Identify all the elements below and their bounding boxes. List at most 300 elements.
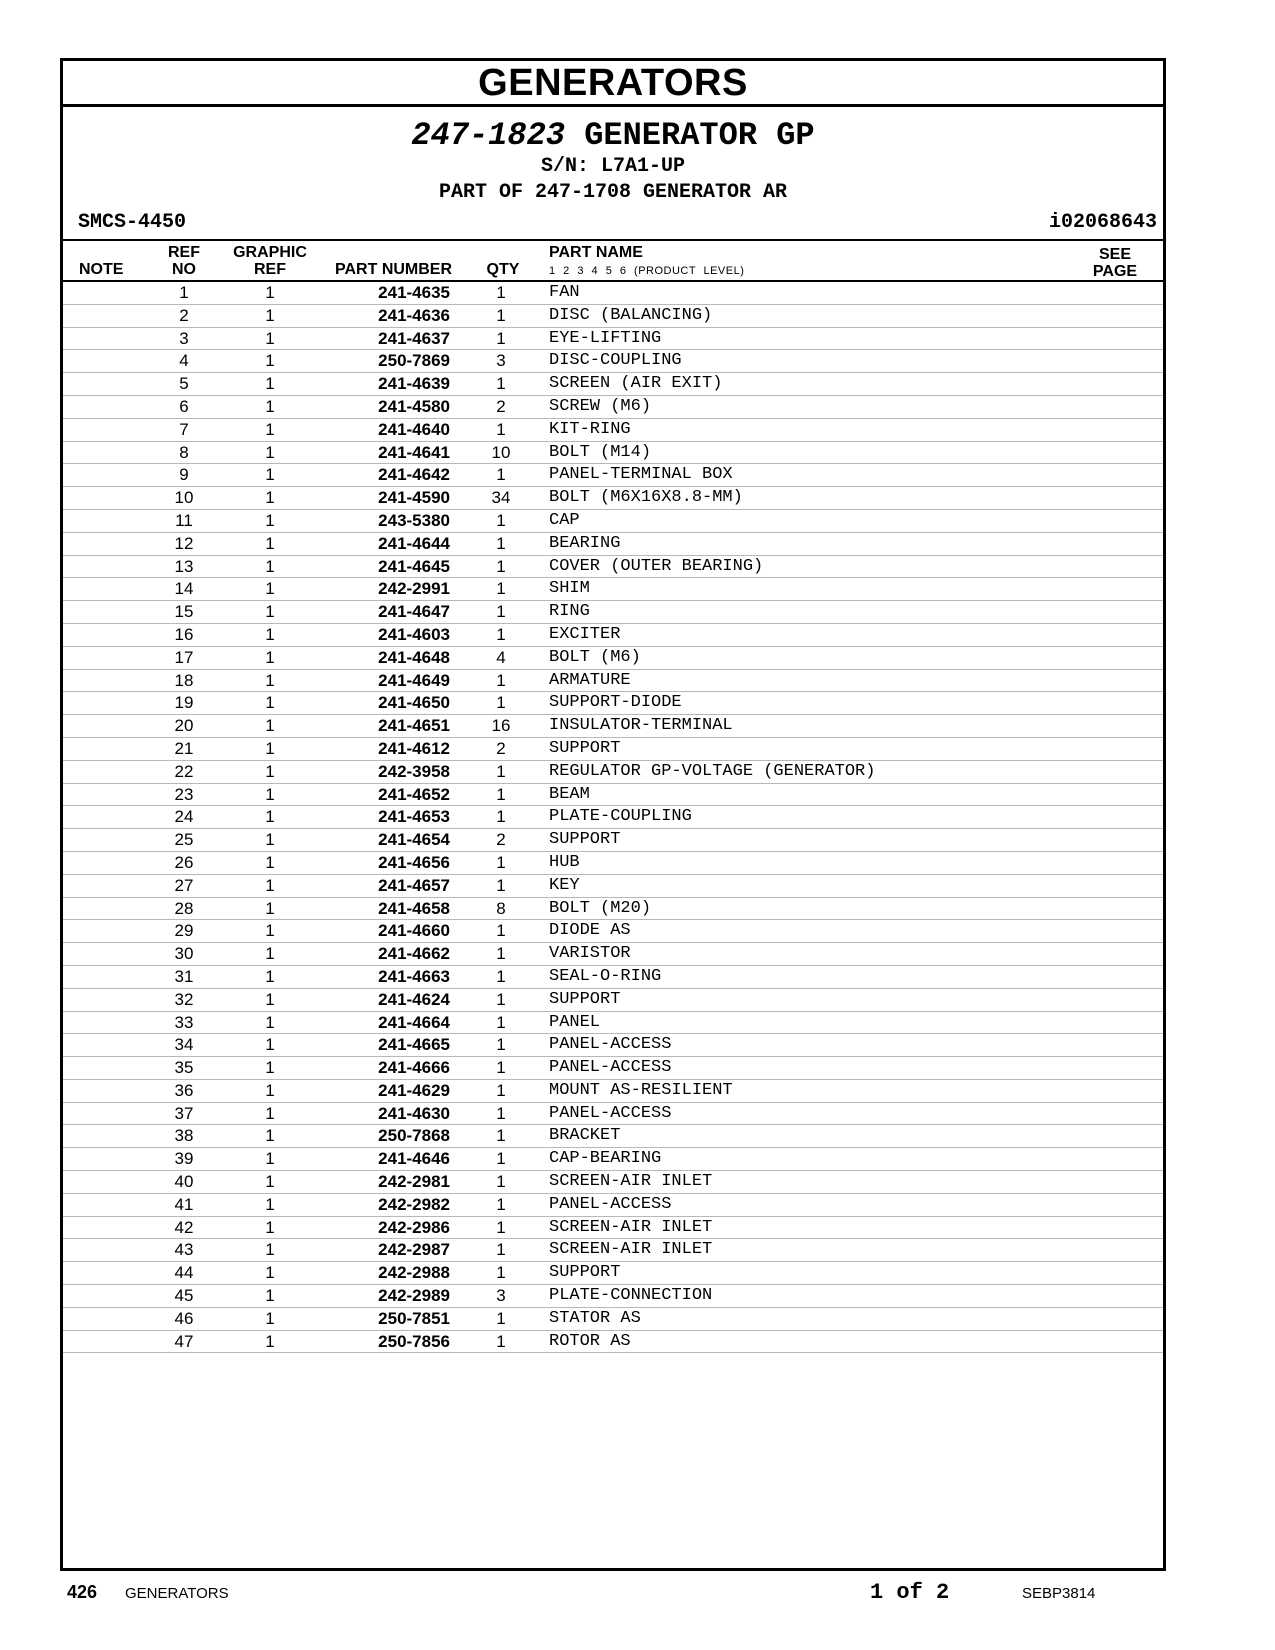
ref-no: 10: [174, 488, 194, 508]
quantity: 1: [496, 533, 506, 553]
table-row: [63, 510, 1163, 533]
graphic-ref: 1: [265, 989, 275, 1009]
part-name: PANEL: [549, 1012, 601, 1032]
header-qty: QTY: [486, 261, 520, 278]
part-name: SEAL-O-RING: [549, 966, 662, 986]
ref-no: 30: [174, 944, 194, 964]
ref-no: 47: [174, 1331, 194, 1351]
part-number: 241-4603: [378, 624, 450, 644]
table-row: [63, 1103, 1163, 1126]
part-name: CAP-BEARING: [549, 1149, 662, 1169]
quantity: 2: [496, 738, 506, 758]
table-row: [63, 464, 1163, 487]
table-row: [63, 556, 1163, 579]
table-row: [63, 533, 1163, 556]
header-product-levels: 1 2 3 4 5 6 (PRODUCT LEVEL): [549, 265, 745, 277]
graphic-ref: 1: [265, 488, 275, 508]
part-name: SCREEN-AIR INLET: [549, 1217, 713, 1237]
ref-no: 5: [179, 374, 189, 394]
part-number: 242-2986: [378, 1217, 450, 1237]
part-number: 241-4646: [378, 1149, 450, 1169]
quantity: 1: [496, 1126, 506, 1146]
part-name: MOUNT AS-RESILIENT: [549, 1080, 733, 1100]
table-row: [63, 943, 1163, 966]
quantity: 1: [496, 305, 506, 325]
graphic-ref: 1: [265, 875, 275, 895]
table-row: [63, 966, 1163, 989]
graphic-ref: 1: [265, 1172, 275, 1192]
header-graphic-bottom: REF: [254, 261, 286, 278]
graphic-ref: 1: [265, 784, 275, 804]
ref-no: 24: [174, 807, 194, 827]
ref-no: 35: [174, 1058, 194, 1078]
graphic-ref: 1: [265, 1217, 275, 1237]
graphic-ref: 1: [265, 670, 275, 690]
graphic-ref: 1: [265, 624, 275, 644]
table-row: [63, 578, 1163, 601]
quantity: 34: [491, 488, 511, 508]
part-number: 241-4590: [378, 488, 450, 508]
page-frame: [60, 58, 1166, 1571]
quantity: 8: [496, 898, 506, 918]
quantity: 1: [496, 1149, 506, 1169]
ref-no: 31: [174, 966, 194, 986]
part-number: 241-4665: [378, 1035, 450, 1055]
part-name: VARISTOR: [549, 944, 631, 964]
table-row: [63, 1148, 1163, 1171]
graphic-ref: 1: [265, 374, 275, 394]
part-number: 241-4650: [378, 693, 450, 713]
table-row: [63, 442, 1163, 465]
quantity: 1: [496, 510, 506, 530]
part-number: 241-4653: [378, 807, 450, 827]
quantity: 1: [496, 1331, 506, 1351]
ref-no: 12: [174, 533, 194, 553]
part-name: RING: [549, 602, 590, 622]
part-number: 241-4656: [378, 852, 450, 872]
table-row: [63, 1217, 1163, 1240]
table-row: [63, 829, 1163, 852]
quantity: 1: [496, 374, 506, 394]
graphic-ref: 1: [265, 1126, 275, 1146]
table-row: [63, 784, 1163, 807]
part-number: 241-4640: [378, 419, 450, 439]
graphic-ref: 1: [265, 579, 275, 599]
group-header: [63, 118, 1163, 205]
header-part-number: PART NUMBER: [335, 261, 453, 278]
quantity: 1: [496, 944, 506, 964]
header-ref-top: REF: [168, 244, 200, 261]
graphic-ref: 1: [265, 716, 275, 736]
part-name: SHIM: [549, 579, 590, 599]
part-number: 242-2987: [378, 1240, 450, 1260]
graphic-ref: 1: [265, 1308, 275, 1328]
graphic-ref: 1: [265, 830, 275, 850]
ref-no: 39: [174, 1149, 194, 1169]
part-number: 242-3958: [378, 761, 450, 781]
section-title: GENERATORS: [63, 61, 1163, 107]
table-row: [63, 487, 1163, 510]
graphic-ref: 1: [265, 807, 275, 827]
ref-no: 6: [179, 396, 189, 416]
quantity: 1: [496, 283, 506, 302]
part-name: BOLT (M6): [549, 647, 641, 667]
quantity: 1: [496, 579, 506, 599]
table-row: [63, 373, 1163, 396]
ref-no: 19: [174, 693, 194, 713]
part-name: BOLT (M14): [549, 442, 652, 462]
part-name: PANEL-TERMINAL BOX: [549, 465, 733, 485]
ref-no: 33: [174, 1012, 194, 1032]
table-row: [63, 1331, 1163, 1354]
graphic-ref: 1: [265, 761, 275, 781]
quantity: 1: [496, 1103, 506, 1123]
quantity: 1: [496, 1240, 506, 1260]
part-name: BEARING: [549, 533, 621, 553]
serial-range: S/N: L7A1-UP: [540, 155, 686, 178]
ref-no: 41: [174, 1194, 194, 1214]
table-row: [63, 282, 1163, 305]
ref-no: 29: [174, 921, 194, 941]
part-name: SUPPORT-DIODE: [549, 693, 682, 713]
table-row: [63, 601, 1163, 624]
graphic-ref: 1: [265, 966, 275, 986]
ref-no: 1: [179, 283, 189, 302]
quantity: 1: [496, 1080, 506, 1100]
part-number: 241-4660: [378, 921, 450, 941]
graphic-ref: 1: [265, 1194, 275, 1214]
graphic-ref: 1: [265, 738, 275, 758]
quantity: 1: [496, 761, 506, 781]
quantity: 1: [496, 921, 506, 941]
table-row: [63, 1308, 1163, 1331]
graphic-ref: 1: [265, 1149, 275, 1169]
part-number: 241-4652: [378, 784, 450, 804]
part-name: SUPPORT: [549, 1263, 621, 1283]
ref-no: 2: [179, 305, 189, 325]
part-number: 241-4630: [378, 1103, 450, 1123]
part-number: 241-4648: [378, 647, 450, 667]
part-number: 242-2981: [378, 1172, 450, 1192]
table-row: [63, 396, 1163, 419]
ref-no: 15: [174, 602, 194, 622]
header-part-name: PART NAME: [549, 244, 643, 261]
ref-no: 20: [174, 716, 194, 736]
part-name: BOLT (M6X16X8.8-MM): [549, 488, 743, 508]
part-number: 241-4662: [378, 944, 450, 964]
quantity: 1: [496, 1172, 506, 1192]
smcs-code: SMCS-4450: [78, 211, 187, 234]
part-name: ROTOR AS: [549, 1331, 631, 1351]
part-number: 250-7868: [378, 1126, 450, 1146]
ref-no: 36: [174, 1080, 194, 1100]
quantity: 3: [496, 351, 506, 371]
part-name: CAP: [549, 510, 580, 530]
ref-no: 7: [179, 419, 189, 439]
table-row: [63, 305, 1163, 328]
quantity: 1: [496, 670, 506, 690]
table-row: [63, 350, 1163, 373]
part-number: 250-7851: [378, 1308, 450, 1328]
part-number: 241-4649: [378, 670, 450, 690]
graphic-ref: 1: [265, 283, 275, 302]
table-row: [63, 920, 1163, 943]
quantity: 10: [491, 442, 511, 462]
part-name: COVER (OUTER BEARING): [549, 556, 764, 576]
graphic-ref: 1: [265, 921, 275, 941]
quantity: 1: [496, 1263, 506, 1283]
graphic-ref: 1: [265, 442, 275, 462]
part-number: 241-4637: [378, 328, 450, 348]
part-name: KIT-RING: [549, 419, 631, 439]
graphic-ref: 1: [265, 1286, 275, 1306]
part-number: 241-4636: [378, 305, 450, 325]
part-number: 243-5380: [378, 510, 450, 530]
graphic-ref: 1: [265, 533, 275, 553]
ref-no: 32: [174, 989, 194, 1009]
part-number: 241-4629: [378, 1080, 450, 1100]
part-name: HUB: [549, 852, 580, 872]
quantity: 1: [496, 556, 506, 576]
graphic-ref: 1: [265, 465, 275, 485]
part-name: INSULATOR-TERMINAL: [549, 716, 733, 736]
ref-no: 21: [174, 738, 194, 758]
graphic-ref: 1: [265, 944, 275, 964]
ref-no: 37: [174, 1103, 194, 1123]
ref-no: 18: [174, 670, 194, 690]
table-row: [63, 328, 1163, 351]
quantity: 1: [496, 1217, 506, 1237]
ref-no: 22: [174, 761, 194, 781]
part-name: SUPPORT: [549, 989, 621, 1009]
part-name: ARMATURE: [549, 670, 631, 690]
ref-no: 3: [179, 328, 189, 348]
graphic-ref: 1: [265, 1080, 275, 1100]
graphic-ref: 1: [265, 1263, 275, 1283]
table-row: [63, 1125, 1163, 1148]
quantity: 1: [496, 1058, 506, 1078]
graphic-ref: 1: [265, 1058, 275, 1078]
part-name: BRACKET: [549, 1126, 621, 1146]
table-row: [63, 852, 1163, 875]
part-number: 242-2988: [378, 1263, 450, 1283]
meta-row: [63, 211, 1163, 235]
part-number: 241-4641: [378, 442, 450, 462]
graphic-ref: 1: [265, 556, 275, 576]
graphic-ref: 1: [265, 396, 275, 416]
ref-no: 25: [174, 830, 194, 850]
quantity: 3: [496, 1286, 506, 1306]
ref-no: 45: [174, 1286, 194, 1306]
graphic-ref: 1: [265, 693, 275, 713]
table-row: [63, 1171, 1163, 1194]
quantity: 1: [496, 1012, 506, 1032]
part-name: DIODE AS: [549, 921, 631, 941]
header-ref-bottom: NO: [172, 261, 196, 278]
part-number: 241-4654: [378, 830, 450, 850]
ref-no: 42: [174, 1217, 194, 1237]
table-row: [63, 1239, 1163, 1262]
graphic-ref: 1: [265, 647, 275, 667]
ref-no: 43: [174, 1240, 194, 1260]
table-row: [63, 692, 1163, 715]
quantity: 1: [496, 966, 506, 986]
table-row: [63, 1012, 1163, 1035]
table-header: [63, 239, 1163, 282]
header-ref-no: [163, 244, 205, 278]
part-number: 241-4658: [378, 898, 450, 918]
part-name: PANEL-ACCESS: [549, 1194, 672, 1214]
part-name: PLATE-COUPLING: [549, 807, 692, 827]
part-name: SUPPORT: [549, 738, 621, 758]
part-name: BOLT (M20): [549, 898, 652, 918]
ref-no: 38: [174, 1126, 194, 1146]
table-row: [63, 1285, 1163, 1308]
ref-no: 16: [174, 624, 194, 644]
parts-table-body: [63, 282, 1163, 1353]
ref-no: 14: [174, 579, 194, 599]
header-graphic-ref: [230, 244, 310, 278]
quantity: 4: [496, 647, 506, 667]
part-of: PART OF 247-1708 GENERATOR AR: [438, 181, 788, 204]
table-row: [63, 1194, 1163, 1217]
table-row: [63, 875, 1163, 898]
part-number: 241-4651: [378, 716, 450, 736]
quantity: 1: [496, 465, 506, 485]
document-id: i02068643: [1048, 211, 1157, 234]
table-row: [63, 1262, 1163, 1285]
part-number: 242-2989: [378, 1286, 450, 1306]
page-of: 1 of 2: [870, 1580, 950, 1605]
table-row: [63, 989, 1163, 1012]
quantity: 1: [496, 784, 506, 804]
part-number: 241-4624: [378, 989, 450, 1009]
part-number: 242-2991: [378, 579, 450, 599]
graphic-ref: 1: [265, 510, 275, 530]
part-number: 241-4647: [378, 602, 450, 622]
part-name: BEAM: [549, 784, 590, 804]
part-name: REGULATOR GP-VOLTAGE (GENERATOR): [549, 761, 876, 781]
part-number: 241-4644: [378, 533, 450, 553]
part-name: PANEL-ACCESS: [549, 1058, 672, 1078]
quantity: 1: [496, 875, 506, 895]
graphic-ref: 1: [265, 1103, 275, 1123]
part-name: PANEL-ACCESS: [549, 1103, 672, 1123]
ref-no: 26: [174, 852, 194, 872]
ref-no: 23: [174, 784, 194, 804]
part-name: SCREW (M6): [549, 396, 652, 416]
table-row: [63, 1080, 1163, 1103]
part-name: KEY: [549, 875, 580, 895]
group-name: GENERATOR GP: [584, 117, 815, 154]
part-number: 241-4657: [378, 875, 450, 895]
part-number: 241-4645: [378, 556, 450, 576]
graphic-ref: 1: [265, 419, 275, 439]
graphic-ref: 1: [265, 898, 275, 918]
part-name: SCREEN-AIR INLET: [549, 1172, 713, 1192]
table-row: [63, 624, 1163, 647]
part-number: 241-4663: [378, 966, 450, 986]
footer-section: GENERATORS: [125, 1585, 229, 1602]
part-number: 241-4580: [378, 396, 450, 416]
quantity: 1: [496, 852, 506, 872]
quantity: 1: [496, 807, 506, 827]
quantity: 1: [496, 989, 506, 1009]
quantity: 1: [496, 602, 506, 622]
table-row: [63, 670, 1163, 693]
group-title: [63, 118, 1163, 154]
graphic-ref: 1: [265, 328, 275, 348]
header-note: NOTE: [79, 261, 124, 278]
table-row: [63, 647, 1163, 670]
quantity: 1: [496, 419, 506, 439]
graphic-ref: 1: [265, 351, 275, 371]
part-number: 241-4612: [378, 738, 450, 758]
part-name: PLATE-CONNECTION: [549, 1286, 713, 1306]
quantity: 1: [496, 1308, 506, 1328]
ref-no: 17: [174, 647, 194, 667]
quantity: 1: [496, 1035, 506, 1055]
ref-no: 4: [179, 351, 189, 371]
part-name: SCREEN-AIR INLET: [549, 1240, 713, 1260]
part-name: DISC (BALANCING): [549, 305, 713, 325]
page-number: 426: [67, 1582, 98, 1602]
graphic-ref: 1: [265, 1331, 275, 1351]
table-row: [63, 806, 1163, 829]
document-code: SEBP3814: [1022, 1585, 1096, 1602]
ref-no: 8: [179, 442, 189, 462]
part-number: 241-4664: [378, 1012, 450, 1032]
ref-no: 40: [174, 1172, 194, 1192]
table-row: [63, 898, 1163, 921]
ref-no: 11: [175, 510, 193, 530]
header-see-bottom: PAGE: [1092, 263, 1138, 280]
part-number: 241-4635: [378, 283, 450, 302]
part-name: SUPPORT: [549, 830, 621, 850]
part-number: 241-4642: [378, 465, 450, 485]
part-name: DISC-COUPLING: [549, 351, 682, 371]
table-row: [63, 1057, 1163, 1080]
part-name: STATOR AS: [549, 1308, 641, 1328]
part-number: 242-2982: [378, 1194, 450, 1214]
table-row: [63, 1034, 1163, 1057]
part-number: 250-7856: [378, 1331, 450, 1351]
quantity: 2: [496, 396, 506, 416]
header-graphic-top: GRAPHIC: [233, 244, 307, 261]
ref-no: 27: [174, 875, 194, 895]
part-name: PANEL-ACCESS: [549, 1035, 672, 1055]
ref-no: 46: [174, 1308, 194, 1328]
table-row: [63, 761, 1163, 784]
quantity: 16: [491, 716, 511, 736]
graphic-ref: 1: [265, 852, 275, 872]
table-row: [63, 738, 1163, 761]
group-part-number: 247-1823: [411, 117, 565, 154]
header-see-page: [1085, 246, 1145, 280]
ref-no: 13: [174, 556, 194, 576]
page-footer: [0, 1580, 1275, 1610]
ref-no: 28: [174, 898, 194, 918]
table-row: [63, 419, 1163, 442]
graphic-ref: 1: [265, 305, 275, 325]
ref-no: 9: [179, 465, 189, 485]
quantity: 1: [496, 1194, 506, 1214]
table-row: [63, 715, 1163, 738]
part-name: FAN: [549, 283, 580, 302]
part-name: EYE-LIFTING: [549, 328, 662, 348]
part-name: EXCITER: [549, 624, 621, 644]
graphic-ref: 1: [265, 602, 275, 622]
